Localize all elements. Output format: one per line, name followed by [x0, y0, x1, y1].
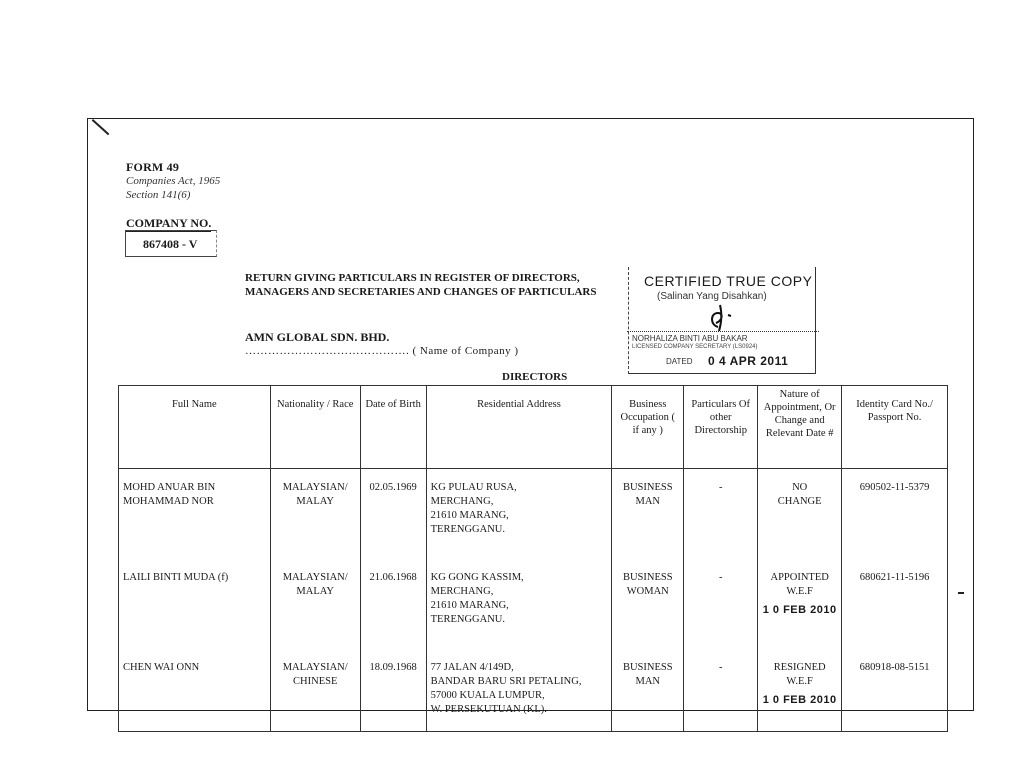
company-no-value: 867408 - V [143, 237, 198, 251]
stamp-signatory: NORHALIZA BINTI ABU BAKAR [632, 334, 748, 343]
cell-address-line: TERENGGANU. [430, 614, 505, 625]
cell-ic: 690502-11-5379 [842, 469, 948, 560]
cell-nationality-line: MALAY [296, 586, 334, 597]
header-address: Residential Address [426, 386, 612, 469]
cell-address [426, 559, 612, 649]
cell-occupation [612, 559, 684, 649]
signature-icon [700, 301, 740, 335]
cell-occupation-line: BUSINESS [622, 662, 673, 673]
cell-nature-line: APPOINTED [770, 572, 829, 583]
return-title: RETURN GIVING PARTICULARS IN REGISTER OF DIRECTORS, MANAGERS AND SECRETARIES AND CHANGES OF PARTICULARS [245, 272, 597, 298]
stamp-dated-label: DATED [666, 357, 693, 366]
company-no-label: COMPANY NO. [126, 216, 212, 230]
cell-other-directorship: - [684, 469, 758, 560]
header-nationality: Nationality / Race [270, 386, 360, 469]
document-page [87, 118, 974, 715]
cell-address-line: 57000 KUALA LUMPUR, [430, 690, 545, 701]
stamp-title: CERTIFIED TRUE COPY [644, 273, 813, 289]
cell-nature [758, 649, 842, 732]
cell-address-line: 21610 MARANG, [430, 510, 509, 521]
stamp-date: 0 4 APR 2011 [708, 354, 789, 368]
cell-occupation [612, 469, 684, 560]
cell-name [119, 469, 271, 560]
table-row [119, 469, 948, 560]
cell-nationality-line: CHINESE [293, 676, 338, 687]
form-title: FORM 49 [126, 160, 180, 174]
cell-nature-line: NO [792, 482, 808, 493]
stamp-signature-line [627, 331, 819, 332]
cell-address [426, 469, 612, 560]
cell-name-line: MOHD ANUAR BIN [123, 482, 216, 493]
header-ic: Identity Card No./ Passport No. [842, 386, 948, 469]
cell-address-line: KG GONG KASSIM, [430, 572, 524, 583]
header-nature: Nature of Appointment, Or Change and Relevant Date # [758, 386, 842, 469]
table-row [119, 559, 948, 649]
cell-name-line: CHEN WAI ONN [123, 662, 200, 673]
cell-name-line: LAILI BINTI MUDA (f) [123, 572, 229, 583]
cell-nationality [270, 649, 360, 732]
cell-nature-line: W.E.F [786, 676, 813, 687]
cell-name [119, 559, 271, 649]
act-reference: Companies Act, 1965 [126, 175, 221, 187]
cell-nature [758, 559, 842, 649]
cell-occupation-line: MAN [635, 676, 661, 687]
cell-dob: 02.05.1969 [360, 469, 426, 560]
cell-nationality [270, 469, 360, 560]
cell-address [426, 649, 612, 732]
margin-dash [958, 592, 964, 594]
cell-nature [758, 469, 842, 560]
cell-nationality-line: MALAYSIAN/ [282, 572, 348, 583]
company-name-caption: ……………………………………. ( Name of Company ) [245, 345, 519, 357]
cell-other-directorship: - [684, 559, 758, 649]
corner-mark [92, 119, 110, 135]
cell-nationality-line: MALAY [296, 496, 334, 507]
cell-address-line: KG PULAU RUSA, [430, 482, 517, 493]
header-other-directorship: Particulars Of other Directorship [684, 386, 758, 469]
cell-name-line: MOHAMMAD NOR [123, 496, 214, 507]
cell-address-line: 21610 MARANG, [430, 600, 509, 611]
cell-ic: 680918-08-5151 [842, 649, 948, 732]
cell-dob: 21.06.1968 [360, 559, 426, 649]
cell-nature-line: CHANGE [777, 496, 822, 507]
cell-nature-date: 1 0 FEB 2010 [762, 694, 837, 706]
cell-occupation [612, 649, 684, 732]
cell-dob: 18.09.1968 [360, 649, 426, 732]
stamp-license: LICENSED COMPANY SECRETARY (LS0924) [632, 344, 758, 350]
table-header-row [119, 386, 948, 469]
cell-nationality-line: MALAYSIAN/ [282, 662, 348, 673]
table-row [119, 649, 948, 732]
header-full-name: Full Name [119, 386, 271, 469]
cell-address-line: TERENGGANU. [430, 524, 505, 535]
cell-nationality-line: MALAYSIAN/ [282, 482, 348, 493]
header-occupation: Business Occupation ( if any ) [612, 386, 684, 469]
cell-other-directorship: - [684, 649, 758, 732]
section-reference: Section 141(6) [126, 189, 191, 201]
directors-title: DIRECTORS [502, 371, 568, 383]
cell-address-line: MERCHANG, [430, 586, 494, 597]
cell-address-line: 77 JALAN 4/149D, [430, 662, 514, 673]
cell-occupation-line: BUSINESS [622, 572, 673, 583]
cell-nature-line: RESIGNED [773, 662, 826, 673]
cell-occupation-line: WOMAN [626, 586, 669, 597]
cell-nationality [270, 559, 360, 649]
directors-table [118, 385, 948, 732]
cell-ic: 680621-11-5196 [842, 559, 948, 649]
header-dob: Date of Birth [360, 386, 426, 469]
cell-address-line: BANDAR BARU SRI PETALING, [430, 676, 582, 687]
cell-nature-line: W.E.F [786, 586, 813, 597]
cell-address-line: W. PERSEKUTUAN (KL). [430, 704, 547, 715]
cell-name [119, 649, 271, 732]
cell-occupation-line: MAN [635, 496, 661, 507]
company-name: AMN GLOBAL SDN. BHD. [245, 330, 390, 344]
cell-nature-date: 1 0 FEB 2010 [762, 604, 837, 616]
stamp-subtitle: (Salinan Yang Disahkan) [657, 291, 767, 302]
cell-address-line: MERCHANG, [430, 496, 494, 507]
cell-occupation-line: BUSINESS [622, 482, 673, 493]
